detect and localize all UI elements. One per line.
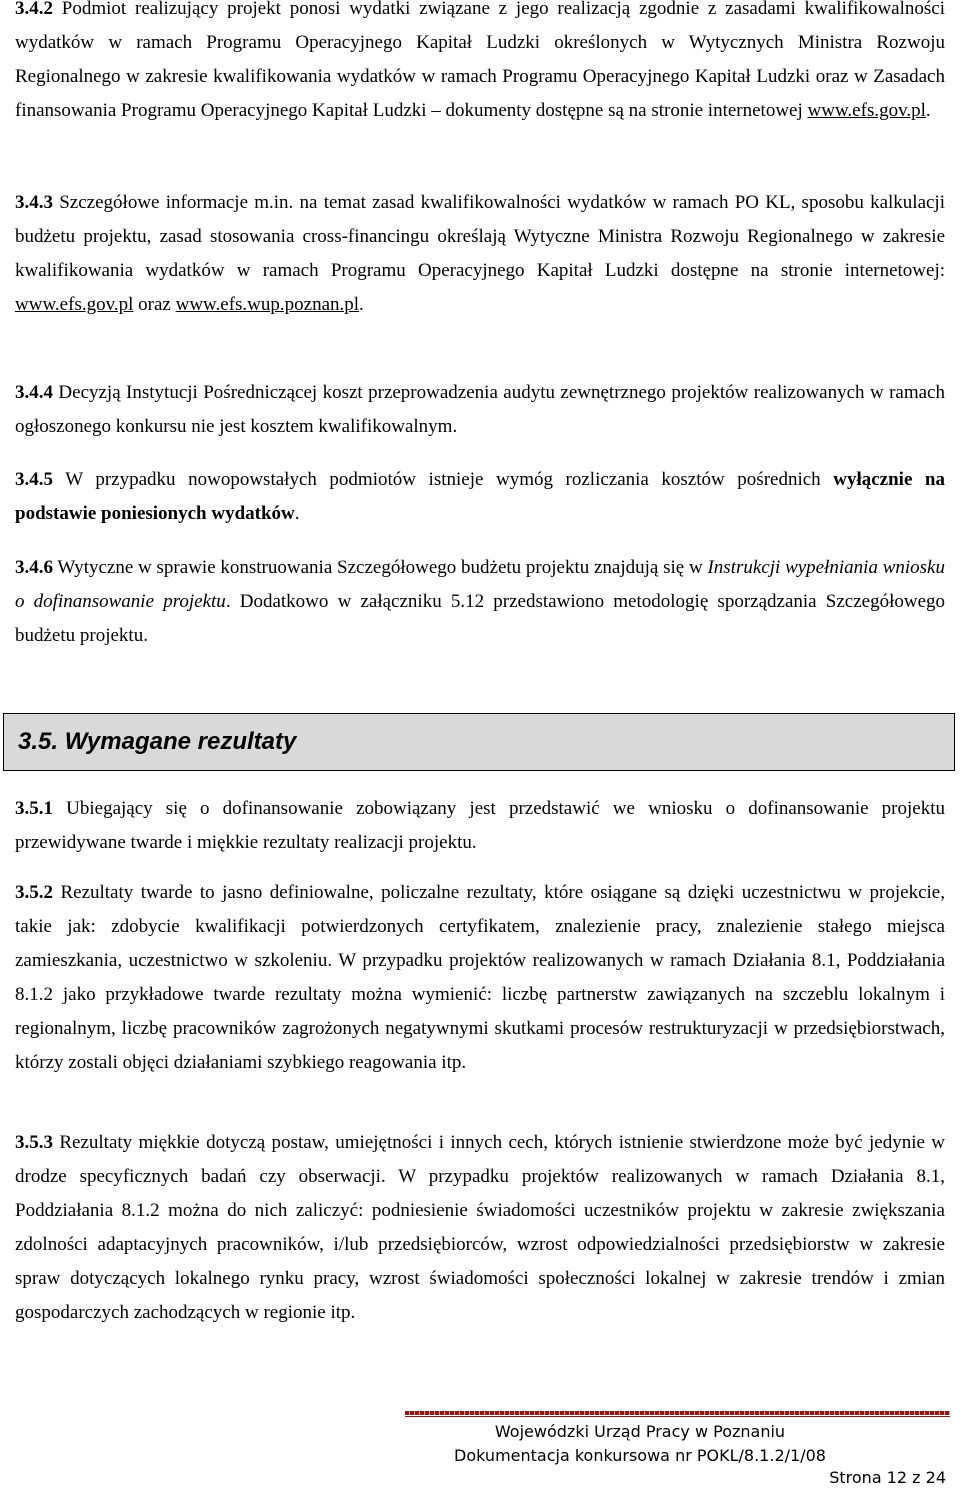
paragraph-number: 3.4.6 xyxy=(15,557,53,578)
paragraph-3-4-3: 3.4.3 Szczegółowe informacje m.in. na temat zasad kwalifikowalności wydatków w ramach PO KL, sposobu kalkulacji budżetu projektu, zasad stosowania cross-financingu określają Wytyczne Ministra Rozwoju Regionalnego w zakresie kwalifikowania wydatków w ramach Programu Operacyjnego Kapitał Ludzki dostępne na stronie internetowej: www.efs.gov.pl oraz www.efs.wup.poznan.pl. xyxy=(15,192,945,315)
section-title: 3.5. Wymagane rezultaty xyxy=(18,728,297,755)
emphasis-text: wyłącznie na podstawie poniesionych wydatków xyxy=(15,469,946,524)
paragraph-number: 3.5.2 xyxy=(15,882,53,903)
paragraph-number: 3.5.1 xyxy=(15,798,53,819)
page-number: Strona 12 z 24 xyxy=(829,1468,946,1487)
paragraph-3-4-2: 3.4.2 Podmiot realizujący projekt ponosi wydatki związane z jego realizacją zgodnie z zasadami kwalifikowalności wydatków w ramach Programu Operacyjnego Kapitał Ludzki określonych w Wytycznych Ministra Rozwoju Regionalnego w zakresie kwalifikowania wydatków w ramach Programu Operacyjnego Kapitał Ludzki oraz w Zasadach finansowania Programu Operacyjnego Kapitał Ludzki – dokumenty dostępne są na stronie internetowej www.efs.gov.pl. xyxy=(15,0,945,121)
paragraph-3-4-6: 3.4.6 Wytyczne w sprawie konstruowania Szczegółowego budżetu projektu znajdują się w Instrukcji wypełniania wniosku o dofinansowanie projektu. Dodatkowo w załączniku 5.12 przedstawiono metodologię sporządzania Szczegółowego budżetu projektu. xyxy=(15,557,946,646)
paragraph-3-4-5: 3.4.5 W przypadku nowopowstałych podmiotów istnieje wymóg rozliczania kosztów pośrednich wyłącznie na podstawie poniesionych wydatków. xyxy=(15,469,946,524)
paragraph-text: Ubiegający się o dofinansowanie zobowiązany jest przedstawić we wniosku o dofinansowanie projektu przewidywane twarde i miękkie rezultaty realizacji projektu. xyxy=(15,798,945,853)
footer-divider xyxy=(405,1411,950,1415)
footer-document-number: Dokumentacja konkursowa nr POKL/8.1.2/1/08 xyxy=(454,1446,826,1465)
paragraph-number: 3.4.5 xyxy=(15,469,53,490)
footer-institution: Wojewódzki Urząd Pracy w Poznaniu xyxy=(494,1422,786,1441)
paragraph-3-5-1 xyxy=(15,792,945,860)
wup-poznan-link[interactable]: www.efs.wup.poznan.pl xyxy=(175,294,360,315)
footer-divider-underline xyxy=(405,1416,950,1417)
paragraph-3-4-4 xyxy=(15,376,945,444)
paragraph-text: Rezultaty twarde to jasno definiowalne, policzalne rezultaty, które osiągane są dzięki uczestnictwu w projekcie, takie jak: zdobycie kwalifikacji potwierdzonych certyfikatem, znalezienie pracy, znalezienie stałego miejsca zamieszkania, uczestnictwo w szkoleniu. W przypadku projektów realizowanych w ramach Działania 8.1, Poddziałania 8.1.2 jako przykładowe twarde rezultaty można wymienić: liczbę partnerstw zawiązanych na szczeblu lokalnym i regionalnym, liczbę pracowników zagrożonych negatywnymi skutkami procesów restrukturyzacji w przedsiębiorstwach, którzy zostali objęci działaniami szybkiego reagowania itp. xyxy=(15,882,945,1073)
paragraph-text: Szczegółowe informacje m.in. na temat zasad kwalifikowalności wydatków w ramach PO KL, sposobu kalkulacji budżetu projektu, zasad stosowania cross-financingu określają Wytyczne Ministra Rozwoju Regionalnego w zakresie kwalifikowania wydatków w ramach Programu Operacyjnego Kapitał Ludzki dostępne na stronie internetowej: xyxy=(15,192,945,281)
efs-link[interactable]: www.efs.gov.pl xyxy=(15,294,134,315)
paragraph-text: Rezultaty miękkie dotyczą postaw, umiejętności i innych cech, których istnienie stwierdzone może być jedynie w drodze specyficznych badań czy obserwacji. W przypadku projektów realizowanych w ramach Działania 8.1, Poddziałania 8.1.2 można do nich zaliczyć: podniesienie świadomości uczestników projektu w zakresie zwiększania zdolności adaptacyjnych pracowników, i/lub przedsiębiorców, wzrost odpowiedzialności przedsiębiorstw w zakresie spraw dotyczących lokalnego rynku pracy, wzrost świadomości społeczności lokalnej w zakresie trendów i zmian gospodarczych zachodzących w regionie itp. xyxy=(15,1132,945,1323)
paragraph-number: 3.4.2 xyxy=(15,0,53,19)
italic-reference: Instrukcji wypełniania wniosku o dofinansowanie projektu xyxy=(15,557,945,612)
paragraph-text: W przypadku nowopowstałych podmiotów istnieje wymóg rozliczania kosztów pośrednich xyxy=(53,469,834,490)
section-heading-box xyxy=(3,713,955,771)
paragraph-number: 3.4.3 xyxy=(15,192,53,213)
efs-link[interactable]: www.efs.gov.pl xyxy=(807,100,926,121)
paragraph-number: 3.4.4 xyxy=(15,382,53,403)
paragraph-3-5-3 xyxy=(15,1126,945,1330)
paragraph-text: Decyzją Instytucji Pośredniczącej koszt przeprowadzenia audytu zewnętrznego projektów realizowanych w ramach ogłoszonego konkursu nie jest kosztem kwalifikowalnym. xyxy=(15,382,945,437)
paragraph-number: 3.5.3 xyxy=(15,1132,53,1153)
paragraph-3-5-2 xyxy=(15,876,945,1080)
paragraph-text: Podmiot realizujący projekt ponosi wydatki związane z jego realizacją zgodnie z zasadami kwalifikowalności wydatków w ramach Programu Operacyjnego Kapitał Ludzki określonych w Wytycznych Ministra Rozwoju Regionalnego w zakresie kwalifikowania wydatków w ramach Programu Operacyjnego Kapitał Ludzki oraz w Zasadach finansowania Programu Operacyjnego Kapitał Ludzki – dokumenty dostępne są na stronie internetowej xyxy=(15,0,945,121)
paragraph-text: Wytyczne w sprawie konstruowania Szczegółowego budżetu projektu znajdują się w xyxy=(53,557,708,578)
